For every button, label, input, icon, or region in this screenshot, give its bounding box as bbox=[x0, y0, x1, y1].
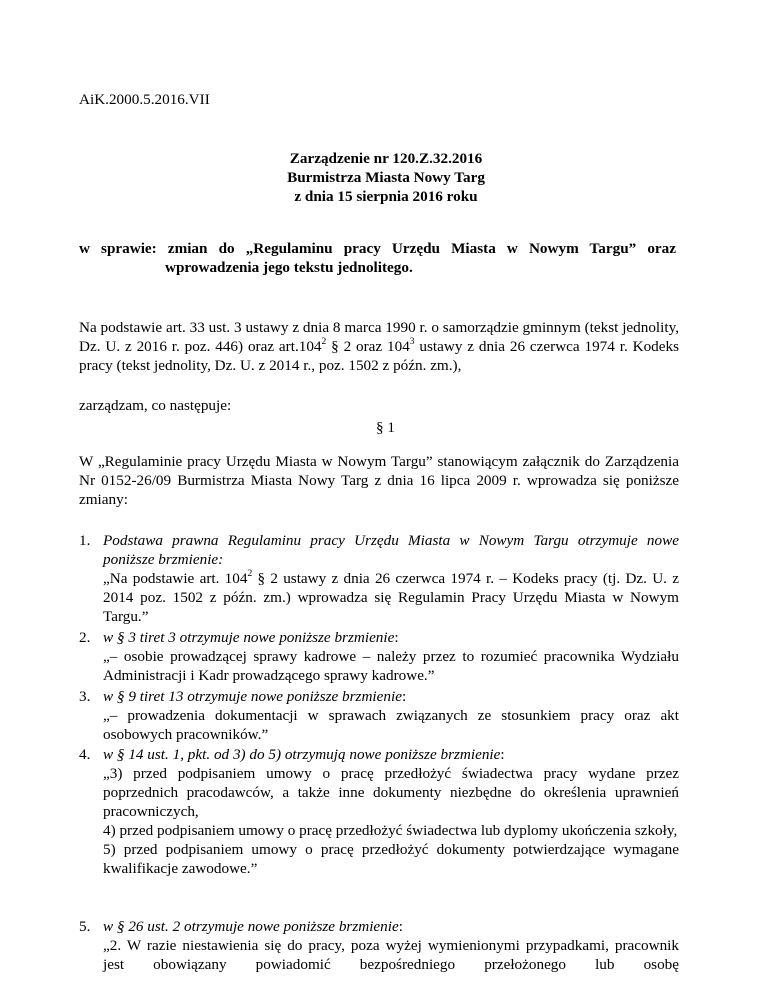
document-title bbox=[200, 149, 572, 206]
document-subject bbox=[79, 239, 676, 277]
list-item-colon: : bbox=[500, 746, 505, 763]
list-item-point-5: 5) przed podpisaniem umowy o pracę przedłożyć dokumenty potwierdzające wymagane kwalifikacje zawodowe.” bbox=[103, 841, 679, 877]
list-item-heading: w § 3 tiret 3 otrzymuje nowe poniższe brzmienie bbox=[103, 629, 395, 646]
list-item bbox=[79, 628, 679, 684]
list-item bbox=[79, 917, 679, 977]
section-mark: § 1 bbox=[376, 419, 395, 436]
list-item bbox=[79, 745, 679, 895]
document-reference: AiK.2000.5.2016.VII bbox=[79, 91, 210, 108]
subject-line-2: wprowadzenia jego tekstu jednolitego. bbox=[165, 259, 413, 276]
list-item-point-3: „3) przed podpisaniem umowy o pracę przedłożyć świadectwa pracy wydane przez poprzednich pracodawców, a także inne dokumenty niezbędne do określenia uprawnień pracowniczych, bbox=[103, 765, 679, 820]
list-item bbox=[79, 687, 679, 743]
legal-basis-part-1: Na podstawie art. 33 ust. 3 ustawy z dnia 8 marca 1990 r. o samorządzie gminnym (tekst jednolity, Dz. U. z 2016 r. poz. 446) oraz art.104 bbox=[79, 319, 679, 355]
list-item-heading: w § 9 tiret 13 otrzymuje nowe poniższe brzmienie bbox=[103, 688, 402, 705]
list-item-number: 2. bbox=[79, 629, 91, 646]
list-item-text-a: „Na podstawie art. 104 bbox=[103, 570, 248, 587]
title-line-1: Zarządzenie nr 120.Z.32.2016 bbox=[289, 150, 483, 167]
legal-basis-sup-2: 3 bbox=[409, 336, 415, 347]
list-item-text: „– prowadzenia dokumentacji w sprawach związanych ze stosunkiem pracy oraz akt osobowych pracowników.” bbox=[103, 707, 679, 743]
subject-line-1: w sprawie: zmian do „Regulaminu pracy Urzędu Miasta w Nowym Targu” oraz bbox=[79, 240, 676, 257]
title-line-3: z dnia 15 sierpnia 2016 roku bbox=[294, 188, 478, 205]
list-item-colon: : bbox=[398, 918, 403, 935]
list-item-heading: Podstawa prawna Regulaminu pracy Urzędu Miasta w Nowym Targu otrzymuje nowe poniższe brzmienie: bbox=[103, 532, 679, 568]
list-item bbox=[79, 531, 679, 625]
list-item-heading: w § 26 ust. 2 otrzymuje nowe poniższe brzmienie bbox=[103, 918, 399, 935]
list-item-text: „– osobie prowadzącej sprawy kadrowe – należy przez to rozumieć pracownika Wydziału Administracji i Kadr prowadzącego sprawy kadrowe.” bbox=[103, 648, 679, 684]
list-item-number: 3. bbox=[79, 688, 91, 705]
legal-basis-part-2: § 2 oraz 104 bbox=[326, 338, 410, 355]
list-item-sup: 2 bbox=[247, 568, 253, 579]
list-item-text: „2. W razie niestawienia się do pracy, poza wyżej wymienionymi przypadkami, pracownik jest obowiązany powiadomić bezpośredniego przełożonego lub osobę bbox=[103, 937, 679, 973]
list-item-heading: w § 14 ust. 1, pkt. od 3) do 5) otrzymują nowe poniższe brzmienie bbox=[103, 746, 501, 763]
legal-basis-part-3: ustawy z dnia 26 czerwca 1974 r. Kodeks pracy (tekst jednolity, Dz. U. z 2014 r., poz. 1502 z późn. zm.), bbox=[79, 338, 679, 374]
list-item-number: 4. bbox=[79, 746, 91, 763]
list-item-point-4: 4) przed podpisaniem umowy o pracę przedłożyć świadectwa lub dyplomy ukończenia szkoły, bbox=[103, 822, 678, 839]
list-item-colon: : bbox=[401, 688, 407, 705]
list-item-number: 1. bbox=[79, 532, 91, 549]
legal-basis-paragraph bbox=[79, 318, 679, 375]
intro-paragraph: W „Regulaminie pracy Urzędu Miasta w Nowym Targu” stanowiącym załącznik do Zarządzenia Nr 0152-26/09 Burmistrza Miasta Nowy Targ z dnia 16 lipca 2009 r. wprowadza się poniższe zmiany: bbox=[79, 453, 679, 508]
list-item-number: 5. bbox=[79, 918, 91, 935]
order-phrase: zarządzam, co następuje: bbox=[79, 397, 232, 414]
list-item-colon: : bbox=[394, 629, 399, 646]
legal-basis-sup-1: 2 bbox=[321, 336, 327, 347]
title-line-2: Burmistrza Miasta Nowy Targ bbox=[287, 169, 485, 186]
list-item-text-b: § 2 ustawy z dnia 26 czerwca 1974 r. – Kodeks pracy (tj. Dz. U. z 2014 poz. 1502 z późn. zm.) wprowadza się Regulamin Pracy Urzędu Miasta w Nowym Targu.” bbox=[103, 570, 679, 625]
